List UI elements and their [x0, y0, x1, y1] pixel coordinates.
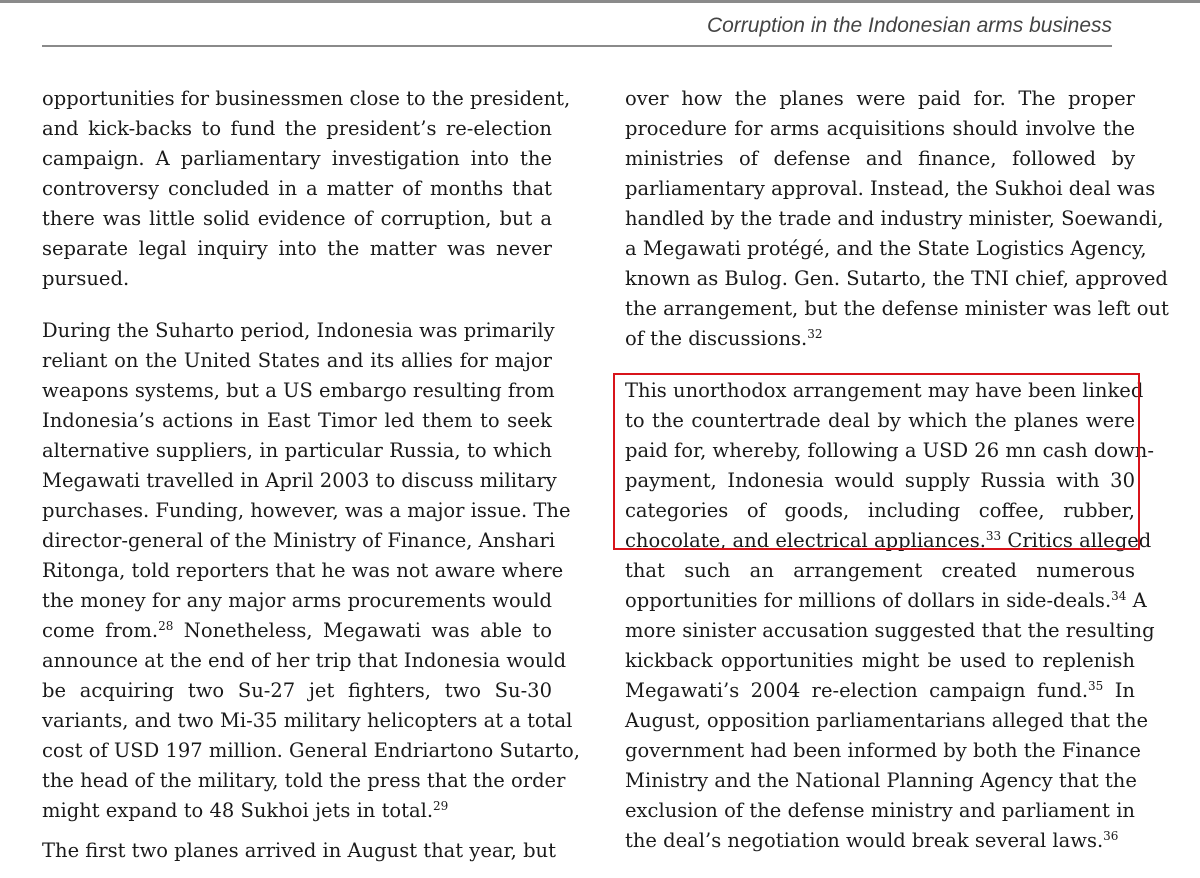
- footnote-ref-32[interactable]: 32: [807, 327, 823, 341]
- footnote-ref-35[interactable]: 35: [1088, 679, 1104, 693]
- text-segment: chocolate, and electrical appliances.: [625, 529, 986, 552]
- text-line: director-general of the Ministry of Finance, Anshari: [42, 529, 556, 552]
- text-segment: In: [1103, 679, 1135, 702]
- right-paragraph-1: [625, 84, 1169, 354]
- left-paragraph-1: [42, 84, 571, 294]
- text-line: This unorthodox arrangement may have been linked: [625, 379, 1144, 402]
- text-segment: A: [1126, 589, 1147, 612]
- text-line: there was little solid evidence of corruption, but a: [42, 207, 552, 230]
- text-line: Megawati travelled in April 2003 to discuss military: [42, 469, 557, 492]
- text-line: Ritonga, told reporters that he was not aware where: [42, 559, 564, 582]
- text-line: pursued.: [42, 267, 130, 290]
- running-header-title: Corruption in the Indonesian arms business: [706, 14, 1112, 37]
- text-line: August, opposition parliamentarians alleged that the: [625, 709, 1149, 732]
- text-line: [42, 796, 552, 826]
- text-line: exclusion of the defense ministry and parliament in: [625, 799, 1135, 822]
- right-paragraph-2: [625, 376, 1155, 856]
- text-line: alternative suppliers, in particular Russia, to which: [42, 439, 552, 462]
- text-line: categories of goods, including coffee, rubber,: [625, 499, 1135, 522]
- text-line: payment, Indonesia would supply Russia with 30: [625, 469, 1135, 492]
- text-segment: Critics alleged: [1001, 529, 1152, 552]
- text-segment: Nonetheless, Megawati was able to: [173, 619, 553, 642]
- top-border-rule: [0, 0, 1200, 3]
- text-line: Ministry and the National Planning Agency that the: [625, 769, 1137, 792]
- text-line: the money for any major arms procurements would: [42, 589, 552, 612]
- text-line: reliant on the United States and its allies for major: [42, 349, 552, 372]
- text-line: kickback opportunities might be used to replenish: [625, 649, 1135, 672]
- text-segment: come from.: [42, 619, 159, 642]
- text-line: more sinister accusation suggested that the resulting: [625, 619, 1155, 642]
- text-line: the arrangement, but the defense minister was left out: [625, 297, 1169, 320]
- text-line: a Megawati protégé, and the State Logistics Agency,: [625, 237, 1147, 260]
- header-rule: [42, 45, 1112, 47]
- text-line: [625, 324, 1135, 354]
- text-line: campaign. A parliamentary investigation into the: [42, 147, 552, 170]
- text-line: [625, 526, 1152, 556]
- footnote-ref-28[interactable]: 28: [158, 619, 174, 633]
- text-line: parliamentary approval. Instead, the Sukhoi deal was: [625, 177, 1156, 200]
- right-column: [625, 84, 1169, 878]
- text-line: announce at the end of her trip that Indonesia would: [42, 649, 567, 672]
- text-line: handled by the trade and industry minister, Soewandi,: [625, 207, 1164, 230]
- text-line: weapons systems, but a US embargo resulting from: [42, 379, 555, 402]
- text-line: purchases. Funding, however, was a major issue. The: [42, 499, 571, 522]
- text-line: government had been informed by both the Finance: [625, 739, 1141, 762]
- text-line: [625, 586, 1147, 616]
- text-line: Indonesia’s actions in East Timor led them to seek: [42, 409, 552, 432]
- text-segment: the deal’s negotiation would break several laws.: [625, 829, 1104, 852]
- text-line: variants, and two Mi-35 military helicopters at a total: [42, 709, 573, 732]
- text-line: opportunities for businessmen close to the president,: [42, 87, 571, 110]
- footnote-ref-34[interactable]: 34: [1111, 589, 1127, 603]
- text-line: controversy concluded in a matter of months that: [42, 177, 552, 200]
- text-line: cost of USD 197 million. General Endriartono Sutarto,: [42, 739, 580, 762]
- footnote-ref-29[interactable]: 29: [433, 799, 449, 813]
- text-line: procedure for arms acquisitions should involve the: [625, 117, 1135, 140]
- footnote-ref-36[interactable]: 36: [1103, 829, 1119, 843]
- text-line: and kick-backs to fund the president’s re-election: [42, 117, 552, 140]
- text-line: [625, 676, 1135, 706]
- text-segment: of the discussions.: [625, 327, 808, 350]
- text-segment: Megawati’s 2004 re-election campaign fund.: [625, 679, 1089, 702]
- text-line: the head of the military, told the press that the order: [42, 769, 566, 792]
- text-segment: might expand to 48 Sukhoi jets in total.: [42, 799, 434, 822]
- text-line: known as Bulog. Gen. Sutarto, the TNI chief, approved: [625, 267, 1168, 290]
- text-line: over how the planes were paid for. The proper: [625, 87, 1135, 110]
- text-line: [625, 826, 1135, 856]
- text-line: ministries of defense and finance, followed by: [625, 147, 1135, 170]
- text-line: to the countertrade deal by which the planes were: [625, 409, 1135, 432]
- text-line: separate legal inquiry into the matter was never: [42, 237, 552, 260]
- text-segment: opportunities for millions of dollars in side-deals.: [625, 589, 1112, 612]
- left-column: [42, 84, 580, 848]
- footnote-ref-33[interactable]: 33: [985, 529, 1002, 543]
- partial-cut-line: The first two planes arrived in August that year, but: [42, 839, 556, 862]
- left-paragraph-2: [42, 316, 580, 826]
- text-line: [42, 616, 552, 646]
- text-line: that such an arrangement created numerous: [625, 559, 1135, 582]
- text-line: be acquiring two Su-27 jet fighters, two Su-30: [42, 679, 552, 702]
- text-line: paid for, whereby, following a USD 26 mn cash down-: [625, 439, 1154, 462]
- text-line: During the Suharto period, Indonesia was primarily: [42, 319, 555, 342]
